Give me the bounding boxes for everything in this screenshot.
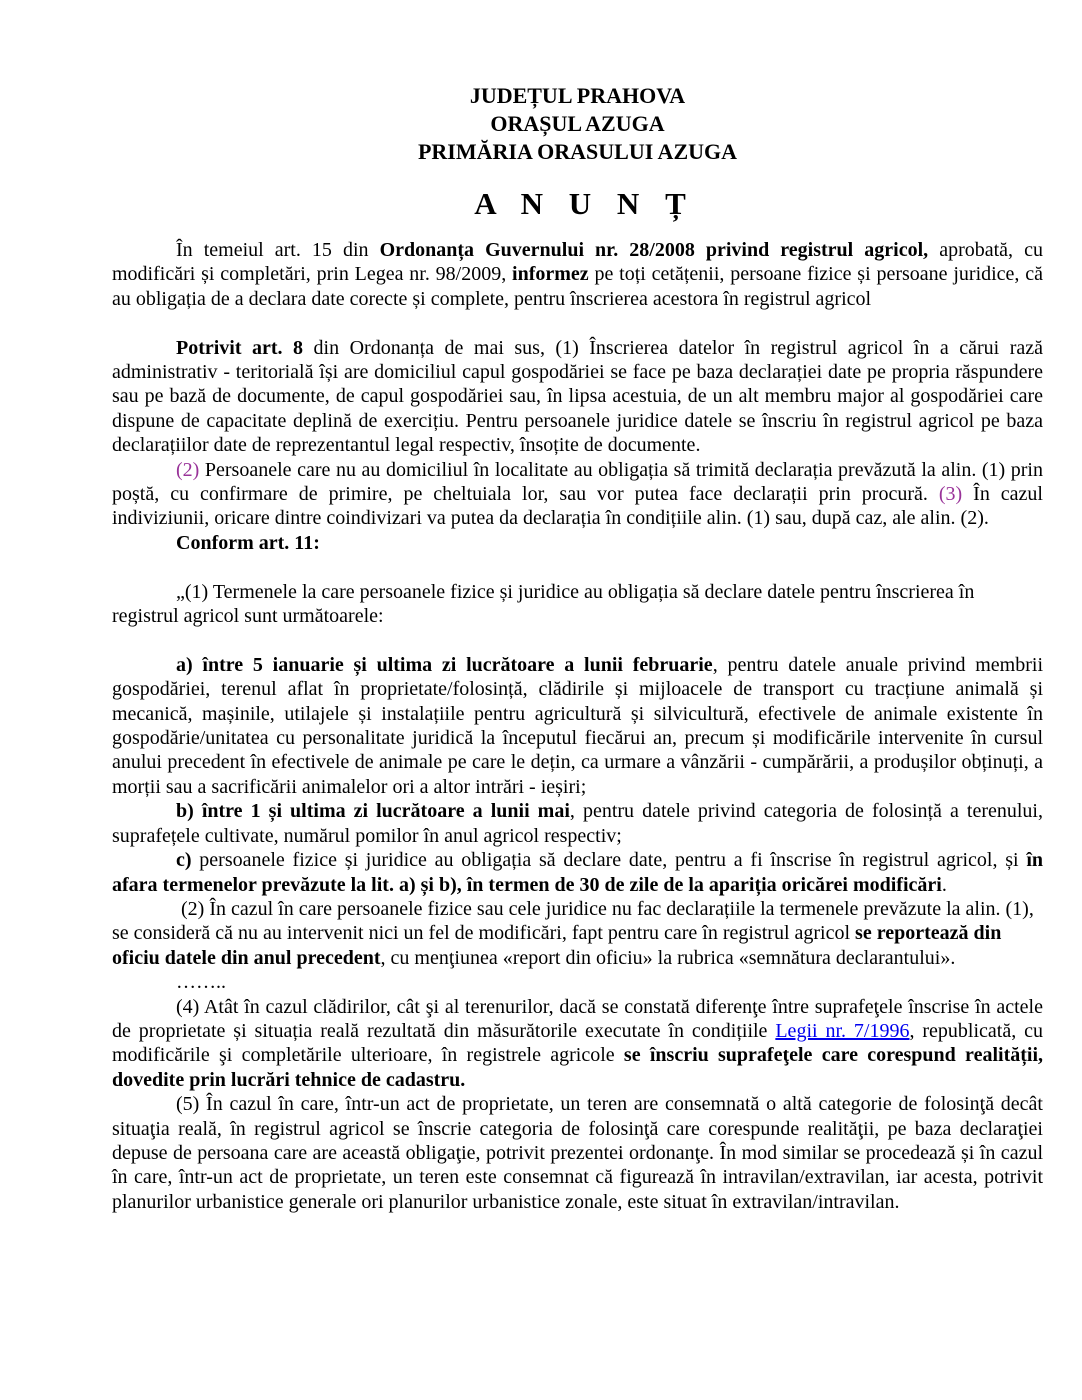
paragraph: [112, 336, 1043, 458]
paragraph: [112, 653, 1043, 799]
bold-text: Ordonanța Guvernului nr. 28/2008 privind registrul agricol,: [379, 239, 929, 261]
paragraph-number: (3): [938, 483, 963, 506]
paragraph: [112, 897, 1043, 970]
document-body: [112, 238, 1043, 1214]
bold-text: c): [176, 849, 192, 872]
text-run: aprobată, cu modificări și completări, prin Legea nr. 98/2009,: [112, 239, 1043, 286]
text-run: .: [941, 873, 947, 896]
bold-text: se reportează din oficiu datele din anul precedent: [112, 922, 1002, 969]
document-page: [112, 82, 1043, 1214]
text-run: (4) Atât în cazul clădirilor, cât şi al terenurilor, dacă se constată diferenţe între suprafeţele înscrise în actele de proprietate și situația reală rezultată din măsurătorile executate în condițiile: [112, 995, 1043, 1042]
bold-text: în afara termenelor prevăzute la lit. a) și b), în termen de 30 de zile de la apariția oricărei modificări: [112, 849, 1043, 896]
paragraph: [112, 238, 1043, 311]
text-run: ……..: [176, 971, 226, 994]
blank-line: [112, 628, 1043, 652]
text-run: Persoanele care nu au domiciliul în localitate au obligația să trimită declarația prevăzută la alin. (1) prin poștă, cu confirmare de primire, pe cheltuiala lor, sau vor putea face declarații prin procură.: [112, 458, 1043, 506]
text-run: , pentru datele privind categoria de folosință a terenului, suprafețele cultivate, numărul pomilor în anul agricol respectiv;: [112, 800, 1043, 847]
bold-text: se înscriu suprafeţele care corespund realității, dovedite prin lucrări tehnice de cadastru.: [112, 1044, 1044, 1091]
text-run: (2) În cazul în care persoanele fizice sau cele juridice nu fac declarațiile la termenele prevăzute la alin. (1), se consideră că nu au intervenit nici un fel de modificări, fapt pentru care în registrul agricol: [112, 897, 1034, 945]
text-run: În temeiul art. 15 din: [176, 239, 380, 261]
paragraph: [112, 799, 1043, 848]
text-run: persoanele fizice și juridice au obligația să declare date, pentru a fi înscrise în registrul agricol, și: [191, 849, 1027, 872]
bold-text: Conform art. 11:: [176, 531, 320, 554]
paragraph: [112, 848, 1043, 897]
document-title: A N U N Ț: [474, 186, 695, 221]
paragraph: [112, 970, 1043, 994]
text-run: „(1) Termenele la care persoanele fizice și juridice au obligația să declare datele pentru înscrierea în registrul agricol sunt următoarele:: [112, 580, 975, 628]
header-town: ORAȘUL AZUGA: [490, 111, 665, 136]
text-run: , republicată, cu modificările şi completările ulterioare, în registrele agricole: [112, 1019, 1044, 1067]
paragraph: [112, 1092, 1043, 1214]
text-run: În cazul indiviziunii, oricare dintre coindivizari va putea da declarația în condițiile alin. (1) sau, după caz, ale alin. (2).: [112, 483, 1043, 530]
header-city-hall: PRIMĂRIA ORASULUI AZUGA: [417, 139, 738, 164]
text-run: pe toți cetățenii, persoane fizice și persoane juridice, că au obligația de a declara date corecte și complete, pentru înscrierea acestora în registrul agricol: [112, 263, 1043, 310]
bold-text: Potrivit art. 8: [176, 336, 304, 359]
paragraph: [112, 531, 1043, 555]
paragraph-number: (2): [176, 458, 200, 481]
blank-line: [112, 555, 1043, 579]
bold-text: informez: [512, 263, 589, 286]
text-run: , pentru datele anuale privind membrii gospodăriei, terenul aflat în proprietate/folosință, clădirile și mijloacele de transport cu tracțiune animală și mecanică, mașinile, utilajele și instalațiile pentru agricultură și silvicultură, efectivele de animale existente în gospodărie/unitatea cu personalitate juridică la începutul fiecărui an, precum și modificările intervenite în cursul anului precedent în efectivele de animale pe care le dețin, ca urmare a vânzării - cumpărării, a produșilor obținuți, a morții sau a sacrificării animalelor ori a altor intrări - ieșiri;: [112, 653, 1044, 798]
bold-text: b) între 1 și ultima zi lucrătoare a lunii mai: [176, 800, 570, 823]
text-run: , cu menţiunea «report din oficiu» la rubrica «semnătura declarantului».: [380, 946, 956, 969]
law-link[interactable]: Legii nr. 7/1996: [775, 1019, 910, 1042]
header-county: JUDEȚUL PRAHOVA: [469, 83, 686, 108]
paragraph: [112, 458, 1043, 531]
text-run: din Ordonanța de mai sus, (1) Înscrierea datelor în registrul agricol în a cărui rază administrativ - teritorială își are domiciliul capul gospodăriei se face pe baza declarației date pe propria răspundere sau pe bază de documente, de capul gospodăriei sau, în lipsa acestuia, de un alt membru major al gospodăriei care dispune de capacitate deplină de exercițiu. Pentru persoanele juridice datele se înscriu în registrul agricol pe baza declarațiilor date de reprezentantul legal respectiv, însoțite de documente.: [112, 336, 1043, 457]
paragraph: [112, 580, 1043, 629]
paragraph: [112, 995, 1043, 1093]
text-run: (5) În cazul în care, într-un act de proprietate, un teren are consemnată o altă categorie de folosinţă decât situaţia reală, în registrul agricol se înscrie categoria de folosinţă care corespunde realităţii, pe baza declaraţiei depuse de persoana care are această obligaţie, potrivit prezentei ordonanţe. În mod similar se procedează și în cazul în care, într-un act de proprietate, un teren este consemnat că figurează în intravilan/extravilan, iar acesta, potrivit planurilor urbanistice generale ori planurilor urbanistice zonale, este situat în extravilan/intravilan.: [112, 1093, 1043, 1213]
bold-text: a) între 5 ianuarie și ultima zi lucrătoare a lunii februarie: [176, 653, 713, 676]
blank-line: [112, 311, 1043, 335]
